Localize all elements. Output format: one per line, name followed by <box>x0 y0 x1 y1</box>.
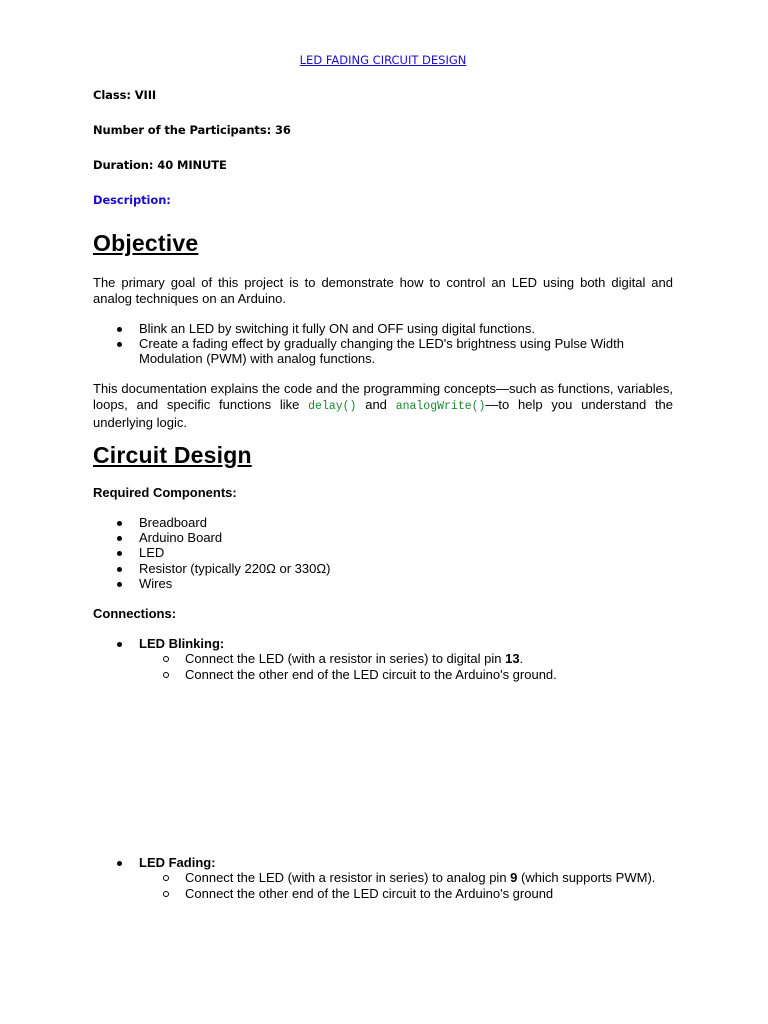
list-item: Arduino Board <box>93 530 673 545</box>
led-blinking-list <box>93 636 673 683</box>
bullet-icon <box>117 567 122 572</box>
bullet-icon <box>117 521 122 526</box>
list-item: Create a fading effect by gradually changing the LED's brightness using Pulse Width Modulation (PWM) with analog functions. <box>93 336 673 366</box>
participants-line: Number of the Participants: 36 <box>93 123 291 137</box>
list-item <box>93 636 673 683</box>
led-fading-list <box>93 855 673 902</box>
code-delay: delay() <box>308 400 357 413</box>
class-line: Class: VIII <box>93 88 157 102</box>
documentation-paragraph: This documentation explains the code and the programming concepts—such as functions, variables, loops, and specific functions like delay() and analogWrite()—to help you understand the underlying logic. <box>93 381 674 430</box>
objective-intro: The primary goal of this project is to demonstrate how to control an LED using both digital and analog techniques on an Arduino. <box>93 275 673 306</box>
bullet-icon <box>117 861 122 866</box>
objective-heading: Objective <box>93 230 199 256</box>
required-components-label: Required Components: <box>93 485 237 500</box>
bullet-icon <box>117 551 122 556</box>
circle-bullet-icon <box>163 656 169 662</box>
bullet-icon <box>117 327 122 332</box>
circle-bullet-icon <box>163 672 169 678</box>
bullet-icon <box>117 342 122 347</box>
bullet-icon <box>117 582 122 587</box>
list-item: Connect the other end of the LED circuit to the Arduino's ground. <box>139 667 673 683</box>
duration-line: Duration: 40 MINUTE <box>93 158 227 172</box>
led-blinking-label: LED Blinking: <box>139 636 225 651</box>
connections-label: Connections: <box>93 606 177 621</box>
list-item: Connect the LED (with a resistor in series) to digital pin 13. <box>139 651 673 667</box>
list-item <box>93 855 673 902</box>
circuit-design-heading: Circuit Design <box>93 442 252 468</box>
list-item: LED <box>93 545 673 560</box>
list-item: Connect the other end of the LED circuit to the Arduino's ground <box>139 886 673 902</box>
code-analogwrite: analogWrite() <box>395 400 486 413</box>
bullet-icon <box>117 536 122 541</box>
bullet-icon <box>117 642 122 647</box>
circle-bullet-icon <box>163 875 169 881</box>
led-fading-sublist <box>139 870 673 902</box>
list-item: Blink an LED by switching it fully ON and OFF using digital functions. <box>93 321 673 336</box>
description-label: Description: <box>93 193 171 207</box>
led-blinking-sublist <box>139 651 673 683</box>
circle-bullet-icon <box>163 891 169 897</box>
led-fading-label: LED Fading: <box>139 855 216 870</box>
list-item: Breadboard <box>93 515 673 530</box>
objective-bullet-list <box>93 321 673 367</box>
document-title: LED FADING CIRCUIT DESIGN <box>299 53 467 67</box>
list-item: Connect the LED (with a resistor in series) to analog pin 9 (which supports PWM). <box>139 870 673 886</box>
list-item: Wires <box>93 576 673 591</box>
components-list <box>93 515 673 591</box>
list-item: Resistor (typically 220Ω or 330Ω) <box>93 561 673 576</box>
